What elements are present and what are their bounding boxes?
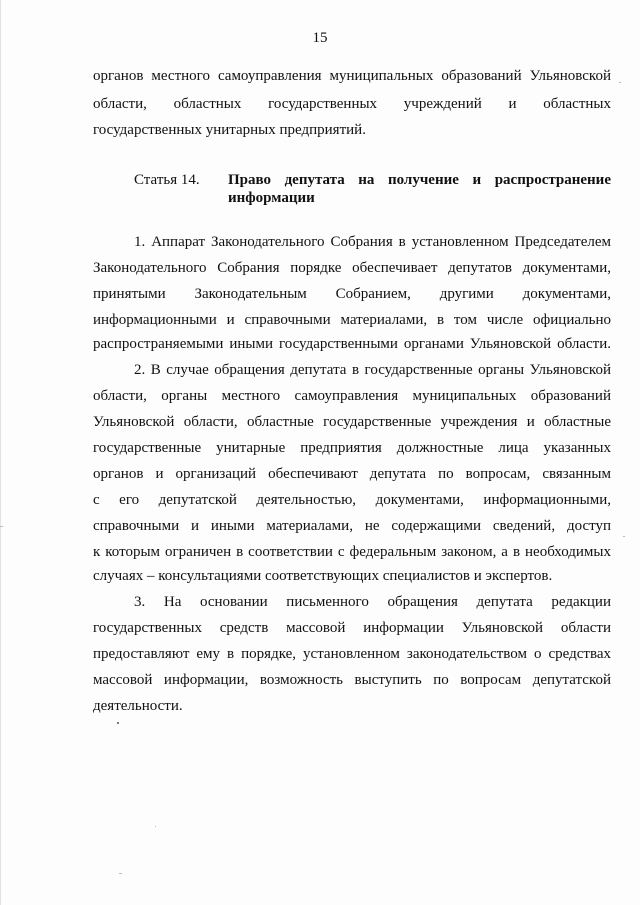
paragraph2-line-8: к которым ограничен в соответствии с федеральным законом, а в необходимых (93, 544, 611, 560)
paragraph3-line-5: деятельности. (93, 698, 183, 714)
intro-line-2: области, областных государственных учреждений и областных (93, 96, 611, 112)
scan-dot (117, 722, 119, 724)
scan-edge-left (0, 0, 1, 905)
paragraph2-line-4: государственные унитарные предприятия должностные лица указанных (93, 440, 611, 456)
scan-dot (619, 82, 621, 83)
paragraph3-line-2: государственных средств массовой информации Ульяновской области (93, 620, 611, 636)
paragraph3-line-1: 3. На основании письменного обращения депутата редакции (134, 594, 611, 610)
article-label: Статья 14. (134, 172, 200, 188)
paragraph1-line-5: распространяемыми иными государственными органами Ульяновской области. (93, 336, 611, 352)
scan-dot (155, 826, 156, 827)
paragraph1-line-1: 1. Аппарат Законодательного Собрания в установленном Председателем (134, 234, 611, 250)
paragraph2-line-5: органов и организаций обеспечивают депутата по вопросам, связанным (93, 466, 611, 482)
article-title-line-1: Право депутата на получение и распространение (228, 172, 611, 188)
paragraph2-line-3: Ульяновской области, областные государственные учреждения и областные (93, 414, 611, 430)
paragraph2-line-2: области, органы местного самоуправления муниципальных образований (93, 388, 611, 404)
intro-line-1: органов местного самоуправления муниципальных образований Ульяновской (93, 68, 611, 84)
paragraph3-line-4: массовой информации, возможность выступить по вопросам депутатской (93, 672, 611, 688)
scan-dot (623, 536, 625, 537)
paragraph1-line-3: принятыми Законодательным Собранием, другими документами, (93, 286, 611, 302)
paragraph2-line-7: справочными и иными материалами, не содержащими сведений, доступ (93, 518, 611, 534)
paragraph2-line-6: с его депутатской деятельностью, документами, информационными, (93, 492, 611, 508)
paragraph3-line-3: предоставляют ему в порядке, установленном законодательством о средствах (93, 646, 611, 662)
paragraph2-line-1: 2. В случае обращения депутата в государственные органы Ульяновской (134, 362, 611, 378)
scan-dot (0, 526, 3, 527)
article-title-line-2: информации (228, 190, 315, 206)
paragraph1-line-4: информационными и справочными материалами, в том числе официально (93, 312, 611, 328)
scan-dot (119, 873, 122, 874)
intro-line-3: государственных унитарных предприятий. (93, 122, 366, 138)
paragraph1-line-2: Законодательного Собрания порядке обеспечивает депутатов документами, (93, 260, 611, 276)
page-number: 15 (312, 30, 328, 46)
paragraph2-line-9: случаях – консультациями соответствующих специалистов и экспертов. (93, 568, 553, 584)
